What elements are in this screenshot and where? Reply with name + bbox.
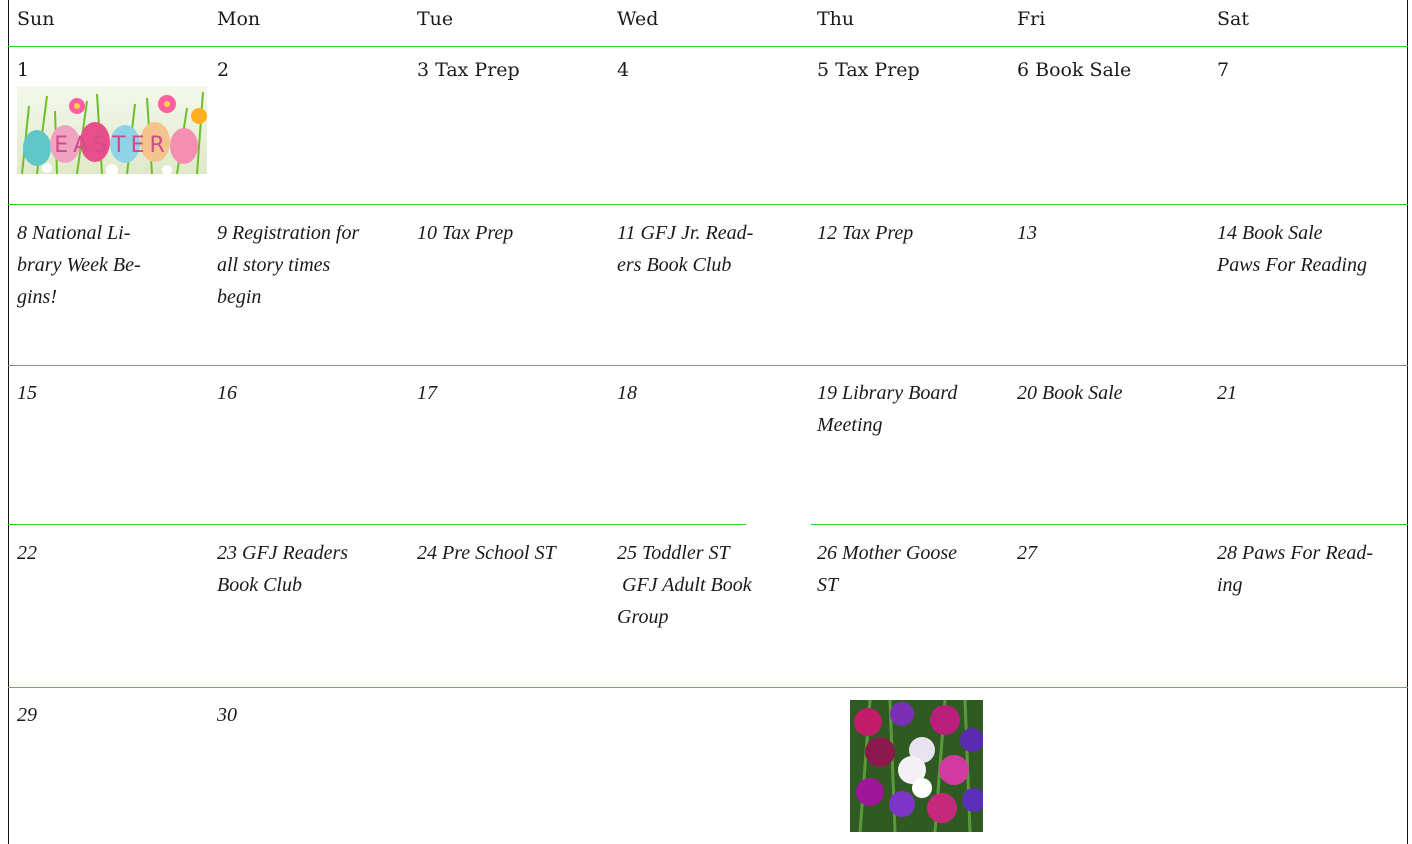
grid-line (8, 204, 1408, 205)
day-header-wed: Wed (617, 8, 659, 30)
day-cell-9: 9 Registration for all story times begin (217, 222, 360, 308)
day-cell-25: 25 Toddler ST GFJ Adult Book Group (617, 542, 752, 628)
day-cell-17: 17 (417, 382, 437, 404)
day-cell-4: 4 (617, 59, 630, 81)
day-header-tue: Tue (417, 8, 454, 30)
day-cell-26: 26 Mother Goose ST (817, 542, 957, 596)
day-cell-27: 27 (1017, 542, 1037, 564)
day-cell-2: 2 (217, 59, 230, 81)
day-cell-7: 7 (1217, 59, 1230, 81)
day-header-thu: Thu (817, 8, 855, 30)
day-cell-5: 5 Tax Prep (817, 59, 920, 81)
grid-line (8, 524, 746, 525)
day-cell-23: 23 GFJ Readers Book Club (217, 542, 349, 596)
day-cell-20: 20 Book Sale (1017, 382, 1123, 404)
day-header-mon: Mon (217, 8, 261, 30)
day-cell-1: 1 (17, 59, 30, 81)
day-cell-14: 14 Book Sale Paws For Reading (1217, 222, 1367, 276)
grid-line (8, 46, 1408, 47)
day-cell-8: 8 National Li- brary Week Be- gins! (17, 222, 141, 308)
day-header-fri: Fri (1017, 8, 1046, 30)
day-cell-28: 28 Paws For Read- ing (1217, 542, 1374, 596)
day-cell-22: 22 (17, 542, 37, 564)
grid-line (811, 524, 1408, 525)
day-cell-15: 15 (17, 382, 37, 404)
day-cell-11: 11 GFJ Jr. Read- ers Book Club (617, 222, 754, 276)
day-cell-30: 30 (217, 704, 237, 726)
day-cell-29: 29 (17, 704, 37, 726)
sweet-pea-flowers-image (850, 700, 983, 832)
easter-eggs-image (17, 86, 207, 174)
day-cell-21: 21 (1217, 382, 1237, 404)
day-cell-13: 13 (1017, 222, 1037, 244)
easter-eggs-icon (17, 86, 207, 174)
day-cell-12: 12 Tax Prep (817, 222, 914, 244)
easter-word: EASTER (54, 133, 170, 158)
grid-line (8, 365, 1408, 366)
day-cell-18: 18 (617, 382, 637, 404)
day-cell-16: 16 (217, 382, 237, 404)
day-cell-19: 19 Library Board Meeting (817, 382, 958, 436)
grid-line (8, 687, 1408, 688)
day-cell-3: 3 Tax Prep (417, 59, 520, 81)
day-cell-24: 24 Pre School ST (417, 542, 556, 564)
day-cell-10: 10 Tax Prep (417, 222, 514, 244)
day-header-sun: Sun (17, 8, 55, 30)
flowers-icon (850, 700, 983, 832)
day-header-sat: Sat (1217, 8, 1249, 30)
day-cell-6: 6 Book Sale (1017, 59, 1132, 81)
